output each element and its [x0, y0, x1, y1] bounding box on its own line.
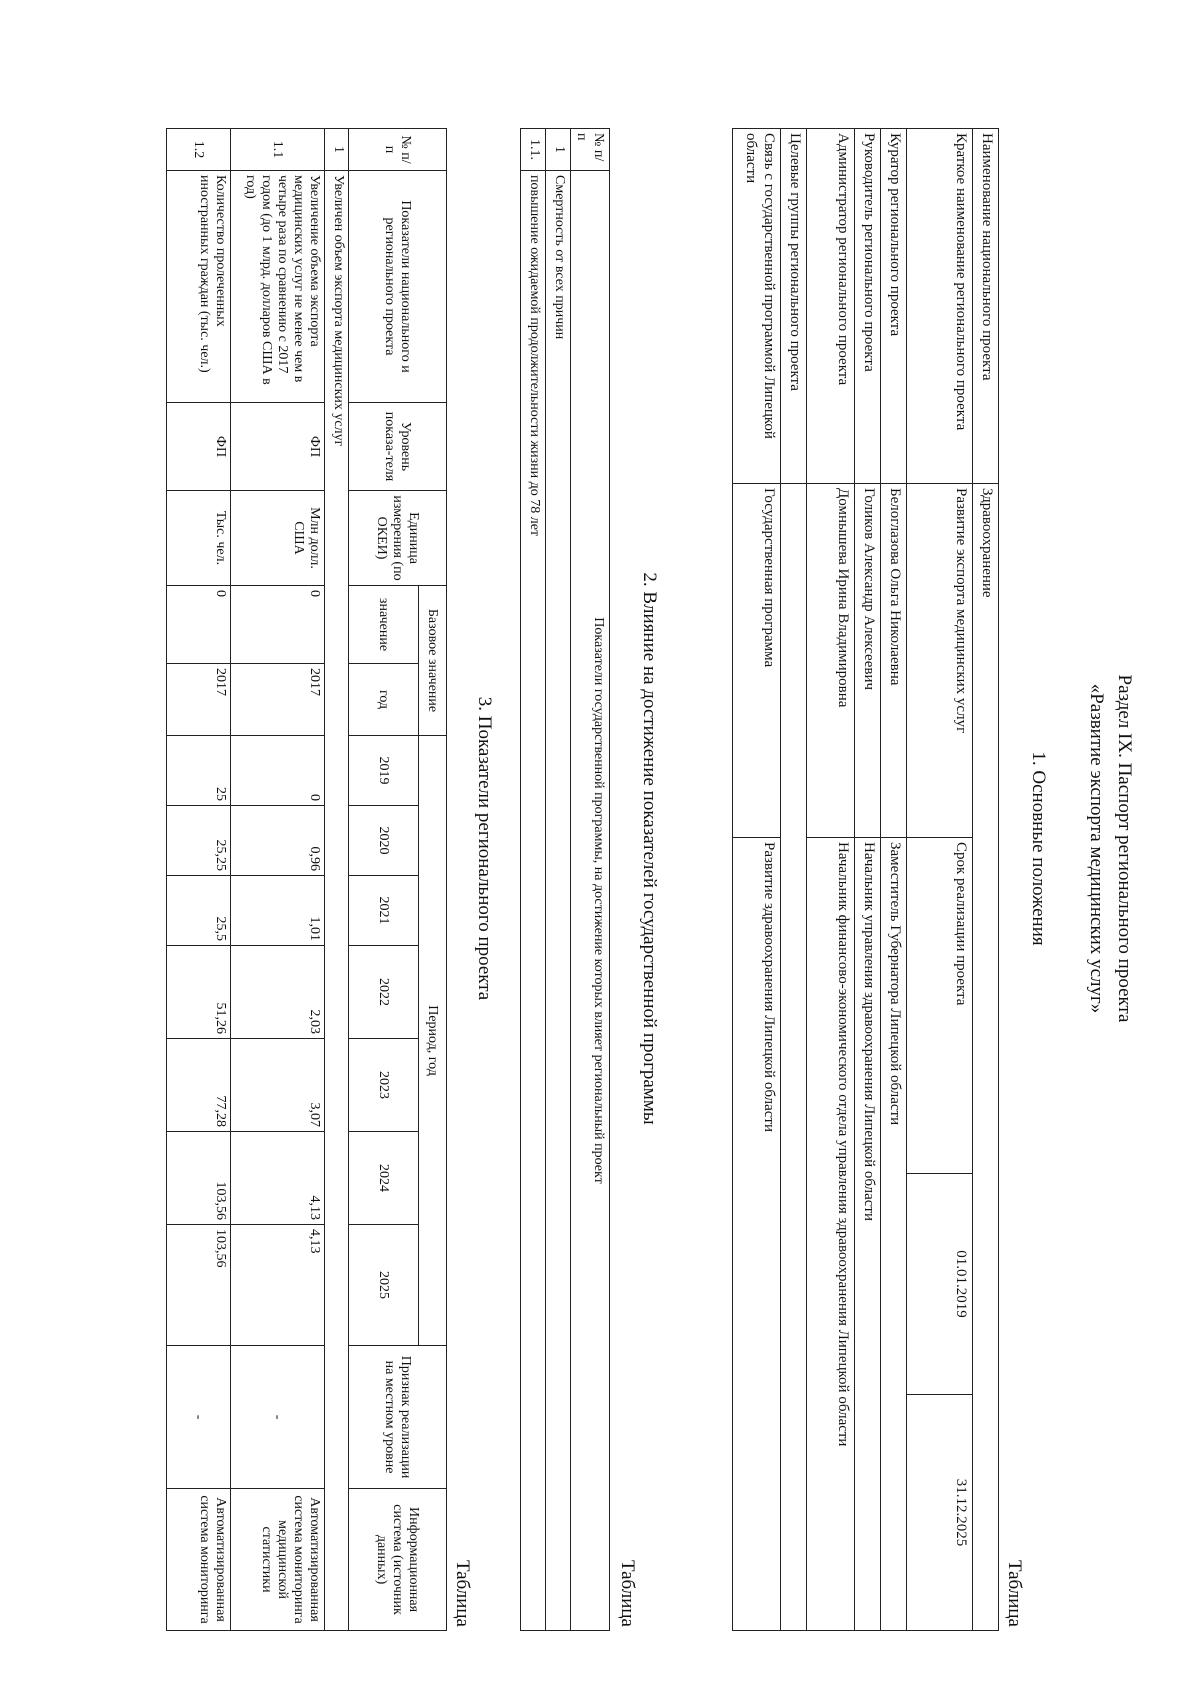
- table-row: Связь с государственной программой Липецкой области Государственная программа Развитие здравоохранения Липецкой области: [733, 129, 781, 1631]
- basic-provisions-table: [732, 128, 999, 1631]
- table-row: 1.2 Количество пролеченных иностранных граждан (тыс. чел.) ФП Тыс. чел. 0 2017 25 25,25 25,5 51,26 77,28 103,56 103,56 - Автоматизированная система мониторинга: [167, 129, 231, 1631]
- table-3-label: Таблица: [452, 1559, 473, 1627]
- table-row: Руководитель регионального проекта Голиков Александр Алексеевич Начальник управления здравоохранения Липецкой области: [855, 129, 881, 1631]
- regional-indicators-table: [166, 128, 447, 1631]
- table-1-label: Таблица: [1004, 1559, 1025, 1627]
- table-row: 1.1. повышение ожидаемой продолжительности жизни до 78 лет: [521, 129, 546, 1631]
- table-row: Наименование национального проекта Здравоохранение: [973, 129, 999, 1631]
- table-2-label: Таблица: [617, 1559, 638, 1627]
- project-start-date: 01.01.2019: [907, 1174, 973, 1395]
- section-3-title: 3. Показатели регионального проекта: [474, 696, 495, 1001]
- table-row: Краткое наименование регионального проекта Развитие экспорта медицинских услуг Срок реализации проекта 01.01.2019 31.12.2025: [907, 129, 973, 1631]
- state-program-impact-table: [520, 128, 610, 1631]
- table-header-row: № п/п Показатели национального и регионального проекта Уровень показа-теля Единица измерения (по ОКЕИ) Базовое значение Период, год Признак реализации на местном уровне Информационная система (источник данных): [419, 129, 447, 1631]
- table-row: Целевые группы регионального проекта: [781, 129, 807, 1631]
- table-row: 1 Смертность от всех причин: [546, 129, 571, 1631]
- section-title: Раздел IX. Паспорт регионального проекта: [1114, 674, 1135, 1023]
- project-end-date: 31.12.2025: [907, 1395, 973, 1631]
- table-row: 1.1 Увеличение объема экспорта медицинских услуг не менее чем в четыре раза по сравнению с 2017 годом (до 1 млрд. долларов США в год) ФП Млн долл. США 0 2017 0 0,96 1,01 2,03 3,07 4,13 4,13 - Автоматизированная система мониторинга медицинской статистики: [231, 129, 325, 1631]
- table-row: Администратор регионального проекта Домнышева Ирина Владимировна Начальник финансово-экономического отдела управления здравоохранения Липецкой области: [807, 129, 855, 1631]
- table-row: № п/п Показатели государственной программы, на достижение которых влияет региональный проект: [571, 129, 610, 1631]
- section-1-title: 1. Основные положения: [1028, 751, 1049, 946]
- table-row: Куратор регионального проекта Белоглазова Ольга Николаевна Заместитель Губернатора Липецкой области: [881, 129, 907, 1631]
- section-2-title: 2. Влияние на достижение показателей государственной программы: [639, 572, 660, 1125]
- project-name: «Развитие экспорта медицинских услуг»: [1086, 683, 1107, 1014]
- table-header-row: значение год 2019 2020 2021 2022 2023 2024 2025: [349, 129, 419, 1631]
- table-row: 1 Увеличен объем экспорта медицинских услуг: [325, 129, 349, 1631]
